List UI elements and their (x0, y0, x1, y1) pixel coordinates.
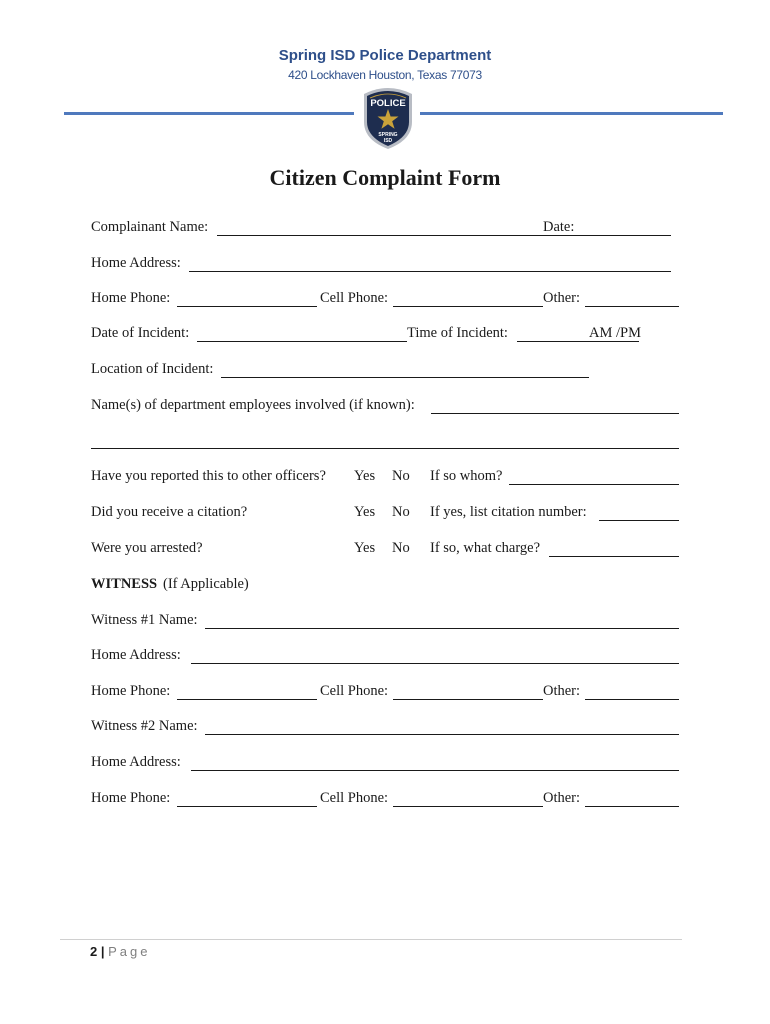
witness2-cell-phone-label: Cell Phone: (320, 790, 389, 806)
witness1-cell-phone-field[interactable] (393, 699, 543, 700)
date-label: Date: (543, 219, 575, 235)
footer-rule (60, 939, 682, 940)
home-address-field[interactable] (189, 271, 671, 272)
arrested-yes-option[interactable]: Yes (354, 540, 376, 556)
footer-separator: | (100, 944, 105, 959)
other-phone-label: Other: (543, 290, 581, 306)
page-label: Page (108, 944, 151, 959)
witness2-home-phone-field[interactable] (177, 806, 317, 807)
employees-field-continued[interactable] (91, 448, 679, 449)
citation-question: Did you receive a citation? (91, 504, 248, 520)
reported-whom-field[interactable] (509, 484, 679, 485)
police-badge-logo (358, 84, 418, 150)
date-field[interactable] (581, 235, 671, 236)
form-title: Citizen Complaint Form (269, 165, 501, 190)
home-phone-label: Home Phone: (91, 290, 171, 306)
cell-phone-label: Cell Phone: (320, 290, 389, 306)
org-address: 420 Lockhaven Houston, Texas 77073 (288, 68, 482, 82)
witness2-address-field[interactable] (191, 770, 679, 771)
complainant-name-label: Complainant Name: (91, 219, 209, 235)
witness-heading: WITNESS (91, 576, 158, 592)
badge-text-isd: ISD (383, 138, 393, 144)
reported-yes-option[interactable]: Yes (354, 468, 376, 484)
employees-label: Name(s) of department employees involved (if known): (91, 397, 415, 413)
reported-whom-label: If so whom? (430, 468, 503, 484)
witness-note: (If Applicable) (163, 576, 249, 592)
witness1-address-field[interactable] (191, 663, 679, 664)
witness2-address-label: Home Address: (91, 754, 181, 770)
witness2-name-label: Witness #2 Name: (91, 718, 198, 734)
badge-text-police: POLICE (370, 98, 406, 109)
other-phone-field[interactable] (585, 306, 679, 307)
witness1-home-phone-label: Home Phone: (91, 683, 171, 699)
location-field[interactable] (221, 377, 589, 378)
witness1-cell-phone-label: Cell Phone: (320, 683, 389, 699)
witness1-address-label: Home Address: (91, 647, 181, 663)
date-of-incident-field[interactable] (197, 341, 407, 342)
header-rule-left (64, 112, 354, 115)
page-number: 2 (90, 944, 98, 959)
home-phone-field[interactable] (177, 306, 317, 307)
citation-yes-option[interactable]: Yes (354, 504, 376, 520)
header-rule-right (420, 112, 723, 115)
witness1-name-label: Witness #1 Name: (91, 612, 198, 628)
citation-number-label: If yes, list citation number: (430, 504, 587, 520)
arrested-question: Were you arrested? (91, 540, 203, 556)
charge-field[interactable] (549, 556, 679, 557)
badge-text-spring: SPRING (378, 132, 398, 138)
witness2-home-phone-label: Home Phone: (91, 790, 171, 806)
location-label: Location of Incident: (91, 361, 214, 377)
citation-number-field[interactable] (599, 520, 679, 521)
home-address-label: Home Address: (91, 255, 181, 271)
witness1-home-phone-field[interactable] (177, 699, 317, 700)
reported-question: Have you reported this to other officers? (91, 468, 326, 484)
witness2-other-field[interactable] (585, 806, 679, 807)
charge-label: If so, what charge? (430, 540, 541, 556)
witness1-name-field[interactable] (205, 628, 679, 629)
cell-phone-field[interactable] (393, 306, 543, 307)
witness2-other-label: Other: (543, 790, 581, 806)
am-pm-label: AM /PM (589, 325, 641, 341)
org-name: Spring ISD Police Department (278, 47, 492, 64)
date-of-incident-label: Date of Incident: (91, 325, 190, 341)
employees-field[interactable] (431, 413, 679, 414)
arrested-no-option[interactable]: No (392, 540, 410, 556)
witness2-name-field[interactable] (205, 734, 679, 735)
witness1-other-field[interactable] (585, 699, 679, 700)
reported-no-option[interactable]: No (392, 468, 410, 484)
page-footer (90, 944, 151, 959)
citation-no-option[interactable]: No (392, 504, 410, 520)
time-of-incident-label: Time of Incident: (407, 325, 508, 341)
witness1-other-label: Other: (543, 683, 581, 699)
witness2-cell-phone-field[interactable] (393, 806, 543, 807)
